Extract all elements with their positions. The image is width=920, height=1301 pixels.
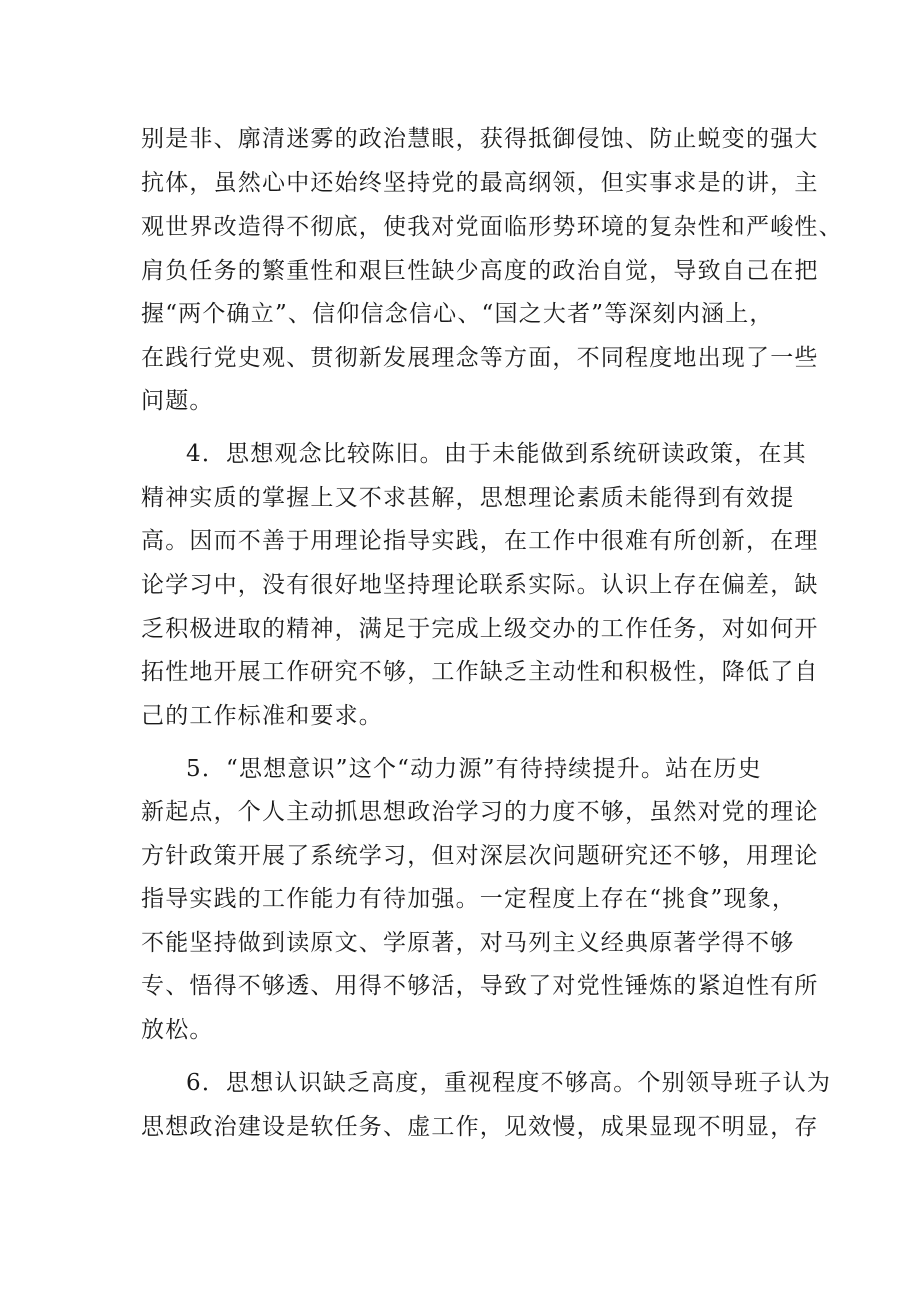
paragraph-6-heading-line: 6．思想认识缺乏高度，重视程度不够高。个别领导班子认为 (186, 1070, 832, 1096)
paragraph-5-heading-line: 5．“思想意识”这个“动力源”有待持续提升。站在历史 (186, 756, 762, 782)
text-line: 乏积极进取的精神，满足于完成上级交办的工作任务，对如何开 (141, 616, 819, 642)
text-line: 高。因而不善于用理论指导实践，在工作中很难有所创新，在理 (141, 528, 819, 554)
text-line: 问题。 (141, 388, 214, 414)
text-line: 抗体，虽然心中还始终坚持党的最高纲领，但实事求是的讲，主 (141, 170, 819, 196)
text-line: 不能坚持做到读原文、学原著，对马列主义经典原著学得不够 (141, 930, 795, 956)
text-line: 在践行党史观、贯彻新发展理念等方面，不同程度地出现了一些 (141, 345, 819, 371)
text-line: 己的工作标准和要求。 (141, 703, 383, 729)
text-line: 方针政策开展了系统学习，但对深层次问题研究还不够，用理论 (141, 843, 819, 869)
text-line: 握“两个确立”、信仰信念信心、“国之大者”等深刻内涵上， (141, 301, 774, 327)
paragraph-4-heading-line: 4．思想观念比较陈旧。由于未能做到系统研读政策，在其 (186, 441, 807, 467)
text-line: 新起点，个人主动抓思想政治学习的力度不够，虽然对党的理论 (141, 799, 819, 825)
text-line: 观世界改造得不彻底，使我对党面临形势环境的复杂性和严峻性、 (141, 214, 843, 240)
text-line: 肩负任务的繁重性和艰巨性缺少高度的政治自觉，导致自己在把 (141, 258, 819, 284)
text-line: 专、悟得不够透、用得不够活，导致了对党性锤炼的紧迫性有所 (141, 973, 819, 999)
text-line: 别是非、廓清迷雾的政治慧眼，获得抵御侵蚀、防止蜕变的强大 (141, 126, 819, 152)
text-line: 放松。 (141, 1017, 214, 1043)
text-line: 拓性地开展工作研究不够，工作缺乏主动性和积极性，降低了自 (141, 659, 819, 685)
text-line: 精神实质的掌握上又不求甚解，思想理论素质未能得到有效提 (141, 485, 795, 511)
text-line: 指导实践的工作能力有待加强。一定程度上存在“挑食”现象， (141, 886, 797, 912)
text-line: 思想政治建设是软任务、虚工作，见效慢，成果显现不明显，存 (141, 1114, 819, 1140)
text-line: 论学习中，没有很好地坚持理论联系实际。认识上存在偏差，缺 (141, 572, 819, 598)
